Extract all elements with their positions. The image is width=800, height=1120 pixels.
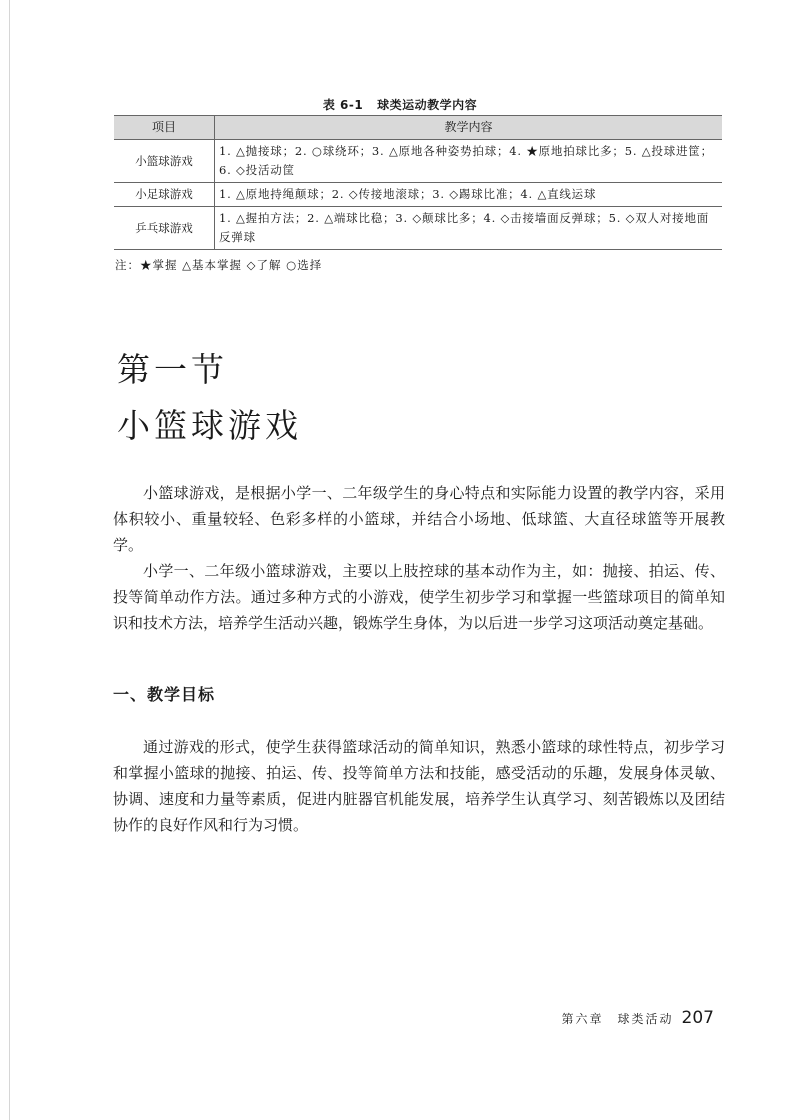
table-row [114,140,722,183]
goals-paragraph: 通过游戏的形式，使学生获得篮球活动的简单知识，熟悉小篮球的球性特点，初步学习和掌握小篮球的抛接、拍运、传、投等简单方法和技能，感受活动的乐趣，发展身体灵敏、协调、速度和力量等素质，促进内脏器官机能发展，培养学生认真学习、刻苦锻炼以及团结协作的良好作风和行为习惯。 [113,738,725,834]
row-content: 1. △原地持绳颠球；2. ◇传接地滚球；3. ◇踢球比准；4. △直线运球 [215,183,723,207]
row-project: 小足球游戏 [114,183,215,207]
table-title: 球类运动教学内容 [377,98,478,112]
page-footer [562,1008,714,1028]
table-number: 表 6-1 [322,98,364,112]
intro-paragraph-1: 小篮球游戏，是根据小学一、二年级学生的身心特点和实际能力设置的教学内容，采用体积较小、重量较轻、色彩多样的小篮球，并结合小场地、低球篮、大直径球篮等开展教学。 [113,484,725,554]
section-number: 第一节 [117,350,228,389]
teaching-content-table [114,115,722,250]
header-content: 教学内容 [215,116,723,140]
table-caption [0,96,800,113]
page-number: 207 [681,1008,714,1028]
intro-paragraph-2: 小学一、二年级小篮球游戏，主要以上肢控球的基本动作为主，如：抛接、拍运、传、投等简单动作方法。通过多种方式的小游戏，使学生初步学习和掌握一些篮球项目的简单知识和技术方法，培养学生活动兴趣，锻炼学生身体，为以后进一步学习这项活动奠定基础。 [113,562,725,632]
subheading-teaching-goals: 一、教学目标 [113,685,216,704]
table-row [114,183,722,207]
page-edge-rule [9,0,10,1120]
table-header-row [114,116,722,140]
header-project: 项目 [114,116,215,140]
row-content: 1. △握拍方法；2. △端球比稳；3. ◇颠球比多；4. ◇击接墙面反弹球；5. ◇双人对接地面反弹球 [215,207,723,250]
row-project: 乒乓球游戏 [114,207,215,250]
section-title: 小篮球游戏 [117,406,302,445]
footer-chapter: 第六章 球类活动 [561,1012,674,1026]
row-project: 小篮球游戏 [114,140,215,183]
table-legend-note: 注：★掌握 △基本掌握 ◇了解 ○选择 [115,258,323,272]
row-content: 1. △抛接球；2. ○球绕环；3. △原地各种姿势拍球；4. ★原地拍球比多；5. △投球进筐；6. ◇投活动筐 [215,140,723,183]
table-row [114,207,722,250]
